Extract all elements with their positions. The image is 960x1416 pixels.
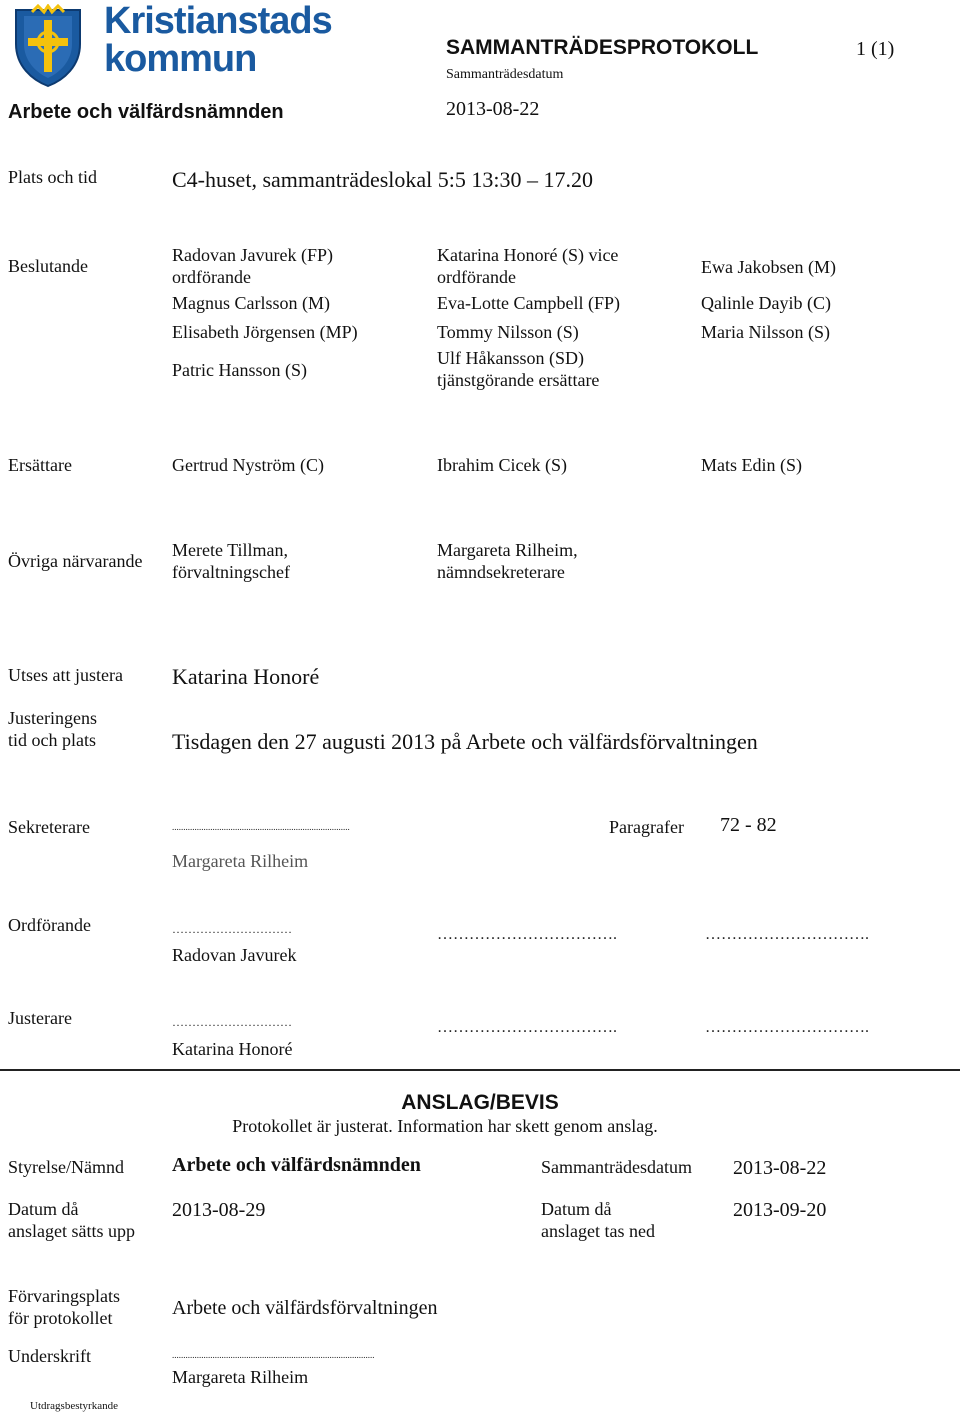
- signature-name: Margareta Rilheim: [172, 1367, 309, 1387]
- substitute: Ibrahim Cicek (S): [437, 455, 567, 475]
- notice-title: ANSLAG/BEVIS: [401, 1091, 559, 1114]
- posted-label: Datum då anslaget sätts upp: [8, 1199, 135, 1241]
- signature-line: ..........................................................................................: [172, 1350, 375, 1360]
- removed-label: Datum då anslaget tas ned: [541, 1199, 655, 1241]
- member: Elisabeth Jörgensen (MP): [172, 322, 358, 342]
- removed-value: 2013-09-20: [733, 1199, 827, 1221]
- place-label: Plats och tid: [8, 167, 97, 187]
- members-label: Beslutande: [8, 256, 88, 276]
- member: Magnus Carlsson (M): [172, 293, 330, 313]
- page-number: 1 (1): [856, 38, 895, 60]
- municipality-logo: [6, 4, 90, 88]
- adjuster-value: Katarina Honoré: [172, 664, 320, 689]
- justerare-line-3: ………………………….: [705, 1019, 869, 1036]
- secretary-signature-line: ...............................................................................: [172, 822, 350, 832]
- place-value: C4-huset, sammanträdeslokal 5:5 13:30 – 17.20: [172, 167, 593, 192]
- justerare-name: Katarina Honoré: [172, 1039, 293, 1059]
- adjust-time-label: Justeringens tid och plats: [8, 708, 97, 750]
- justerare-line-2: …………………………….: [437, 1019, 617, 1036]
- member: Tommy Nilsson (S): [437, 322, 579, 342]
- logo-line-2: kommun: [104, 38, 257, 80]
- logo-line-1: Kristianstads: [104, 0, 332, 42]
- posted-value: 2013-08-29: [172, 1199, 266, 1221]
- substitutes-label: Ersättare: [8, 455, 72, 475]
- substitute: Mats Edin (S): [701, 455, 802, 475]
- notice-subtitle: Protokollet är justerat. Information har skett genom anslag.: [232, 1116, 658, 1136]
- committee-name: Arbete och välfärdsnämnden: [8, 101, 284, 123]
- chair-label: Ordförande: [8, 915, 91, 935]
- meeting-date-value: 2013-08-22: [733, 1157, 827, 1179]
- chair-signature-line: …………………………: [172, 922, 292, 936]
- justerare-signature-line: …………………………: [172, 1015, 292, 1029]
- doc-type: SAMMANTRÄDESPROTOKOLL: [446, 36, 759, 59]
- secretary-label: Sekreterare: [8, 817, 90, 837]
- meeting-date-label: Sammanträdesdatum: [541, 1157, 692, 1177]
- justerare-label: Justerare: [8, 1008, 72, 1028]
- chair-line-2: …………………………….: [437, 926, 617, 943]
- board-label: Styrelse/Nämnd: [8, 1157, 124, 1177]
- member: Ulf Håkansson (SD) tjänstgörande ersättare: [437, 348, 600, 390]
- adjuster-label: Utses att justera: [8, 665, 123, 685]
- member: Eva-Lotte Campbell (FP): [437, 293, 620, 313]
- date-label: Sammanträdesdatum: [446, 67, 564, 82]
- substitute: Gertrud Nyström (C): [172, 455, 324, 475]
- other-present: Margareta Rilheim, nämndsekreterare: [437, 540, 578, 582]
- divider: [0, 1069, 960, 1071]
- adjust-time-value: Tisdagen den 27 augusti 2013 på Arbete och välfärdsförvaltningen: [172, 729, 758, 754]
- member: Qalinle Dayib (C): [701, 293, 831, 313]
- others-label: Övriga närvarande: [8, 551, 143, 571]
- member: Maria Nilsson (S): [701, 322, 830, 342]
- chair-name: Radovan Javurek: [172, 945, 297, 965]
- member: Ewa Jakobsen (M): [701, 257, 836, 277]
- member: Radovan Javurek (FP) ordförande: [172, 245, 333, 287]
- storage-value: Arbete och välfärdsförvaltningen: [172, 1297, 438, 1319]
- member: Patric Hansson (S): [172, 360, 307, 380]
- board-value: Arbete och välfärdsnämnden: [172, 1154, 421, 1176]
- footer-label: Utdragsbestyrkande: [30, 1400, 118, 1412]
- crest-icon: [6, 4, 90, 88]
- other-present: Merete Tillman, förvaltningschef: [172, 540, 290, 582]
- paragraphs-label: Paragrafer: [609, 817, 684, 837]
- member: Katarina Honoré (S) vice ordförande: [437, 245, 619, 287]
- chair-line-3: ………………………….: [705, 926, 869, 943]
- secretary-name: Margareta Rilheim: [172, 851, 309, 871]
- paragraphs-value: 72 - 82: [720, 814, 777, 836]
- meeting-date: 2013-08-22: [446, 98, 540, 120]
- storage-label: Förvaringsplats för protokollet: [8, 1286, 120, 1328]
- signature-label: Underskrift: [8, 1346, 91, 1366]
